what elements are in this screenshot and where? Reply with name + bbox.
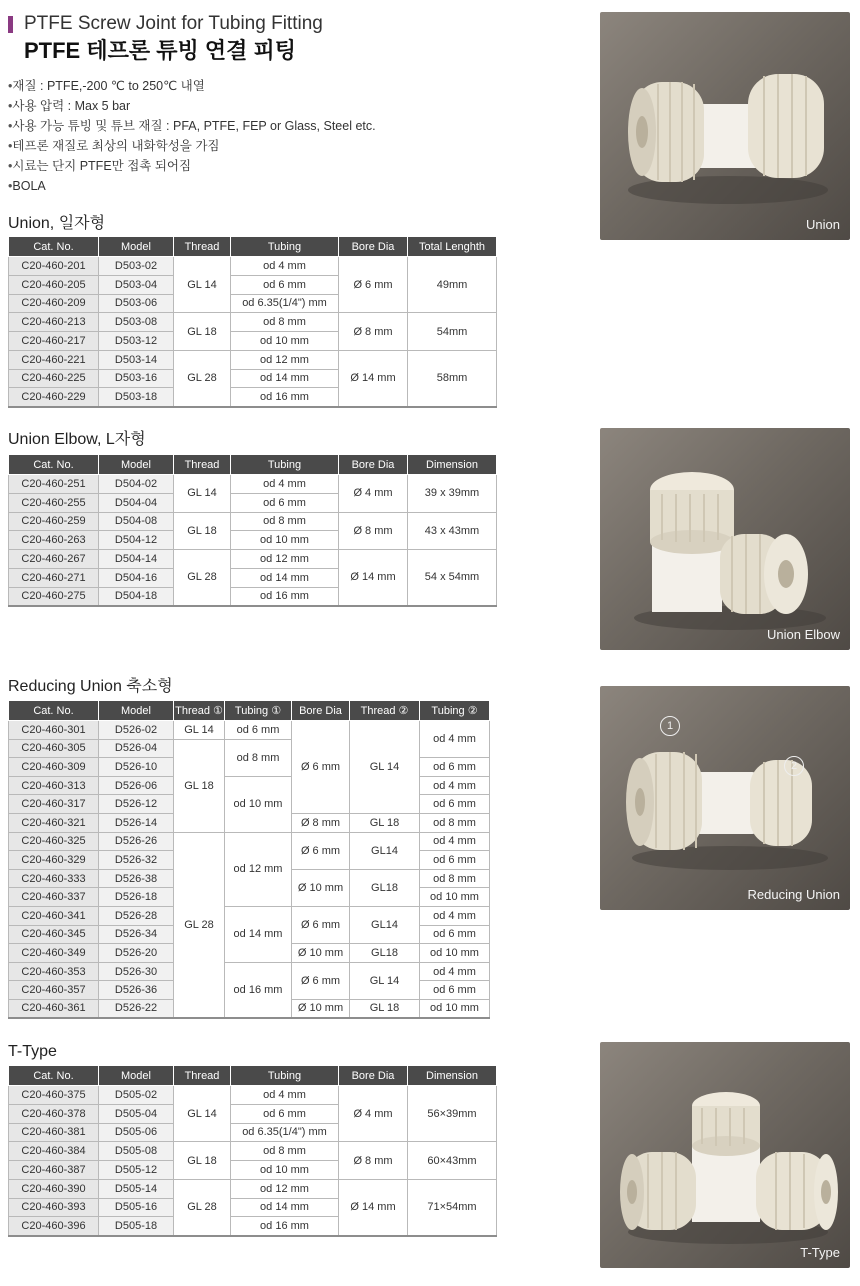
thread-2: GL14 xyxy=(350,906,420,943)
tubing-2: od 6 mm xyxy=(420,981,490,1000)
tubing: od 16 mm xyxy=(231,1217,339,1236)
model: D526-02 xyxy=(99,721,174,740)
bore-dia: Ø 10 mm xyxy=(292,944,350,963)
union-section-title: Union, 일자형 xyxy=(8,215,106,232)
tubing-2: od 4 mm xyxy=(420,962,490,981)
dimension: 60×43mm xyxy=(408,1142,497,1180)
cat-no: C20-460-349 xyxy=(9,944,99,963)
table-row xyxy=(9,512,497,531)
thread: GL 28 xyxy=(174,550,231,606)
model: D504-08 xyxy=(99,512,174,531)
cat-no: C20-460-345 xyxy=(9,925,99,944)
model: D504-12 xyxy=(99,531,174,550)
union-fitting-image xyxy=(600,12,850,240)
model: D505-12 xyxy=(99,1161,174,1180)
model: D526-12 xyxy=(99,795,174,814)
elbow-section-title: Union Elbow, L자형 xyxy=(8,431,146,448)
thread: GL 28 xyxy=(174,1179,231,1235)
bore-dia: Ø 8 mm xyxy=(292,813,350,832)
dimension: 54 x 54mm xyxy=(408,550,497,606)
union-elbow-image xyxy=(600,428,850,650)
cat-no: C20-460-381 xyxy=(9,1123,99,1142)
col-header: Bore Dia xyxy=(339,455,408,475)
tubing-1: od 14 mm xyxy=(225,906,292,962)
table-row xyxy=(9,1179,497,1198)
cat-no: C20-460-337 xyxy=(9,888,99,907)
col-header: Thread xyxy=(174,455,231,475)
model: D526-06 xyxy=(99,776,174,795)
thread: GL 18 xyxy=(174,1142,231,1180)
reducing-union-image xyxy=(600,686,850,910)
ttype-table xyxy=(8,1065,497,1237)
tubing: od 6 mm xyxy=(231,275,339,294)
table-row xyxy=(9,313,497,332)
thread-2: GL 14 xyxy=(350,962,420,999)
thread: GL 14 xyxy=(174,1086,231,1142)
col-header: Dimension xyxy=(408,1066,497,1086)
model: D526-14 xyxy=(99,813,174,832)
col-header: Tubing xyxy=(231,455,339,475)
bore-dia: Ø 8 mm xyxy=(339,512,408,550)
marker-1: 1 xyxy=(660,716,680,736)
col-header: Thread xyxy=(174,1066,231,1086)
dimension: 39 x 39mm xyxy=(408,475,497,513)
tubing-2: od 6 mm xyxy=(420,795,490,814)
page-title-en: PTFE Screw Joint for Tubing Fitting xyxy=(8,12,588,36)
tubing-1: od 6 mm xyxy=(225,721,292,740)
tubing: od 10 mm xyxy=(231,1161,339,1180)
t-type-image xyxy=(600,1042,850,1268)
tubing-2: od 10 mm xyxy=(420,888,490,907)
model: D504-18 xyxy=(99,587,174,606)
reducing-section-title: Reducing Union 축소형 xyxy=(8,678,173,695)
tubing: od 6.35(1/4") mm xyxy=(231,294,339,313)
model: D505-18 xyxy=(99,1217,174,1236)
model: D526-36 xyxy=(99,981,174,1000)
cat-no: C20-460-205 xyxy=(9,275,99,294)
thread-1: GL 28 xyxy=(174,832,225,1018)
cat-no: C20-460-325 xyxy=(9,832,99,851)
model: D504-14 xyxy=(99,550,174,569)
tubing: od 4 mm xyxy=(231,475,339,494)
cat-no: C20-460-263 xyxy=(9,531,99,550)
cat-no: C20-460-317 xyxy=(9,795,99,814)
model: D503-18 xyxy=(99,388,174,407)
thread: GL 14 xyxy=(174,475,231,513)
model: D526-20 xyxy=(99,944,174,963)
cat-no: C20-460-378 xyxy=(9,1104,99,1123)
tubing: od 10 mm xyxy=(231,332,339,351)
tubing-2: od 10 mm xyxy=(420,944,490,963)
tubing: od 6 mm xyxy=(231,493,339,512)
bore-dia: Ø 6 mm xyxy=(292,906,350,943)
bore-dia: Ø 6 mm xyxy=(292,962,350,999)
thread-1: GL 18 xyxy=(174,739,225,832)
model: D526-26 xyxy=(99,832,174,851)
col-header: Model xyxy=(99,1066,174,1086)
model: D503-08 xyxy=(99,313,174,332)
table-row xyxy=(9,550,497,569)
tubing: od 14 mm xyxy=(231,369,339,388)
bore-dia: Ø 14 mm xyxy=(339,550,408,606)
dimension: 71×54mm xyxy=(408,1179,497,1235)
col-header: Dimension xyxy=(408,455,497,475)
reducing-table xyxy=(8,700,490,1019)
model: D503-12 xyxy=(99,332,174,351)
bore-dia: Ø 8 mm xyxy=(339,313,408,351)
spec-item: • BOLA xyxy=(8,176,376,196)
col-header: Total Lenghth xyxy=(408,237,497,257)
page-title-ko: PTFE 테프론 튜빙 연결 피팅 xyxy=(24,38,296,63)
cat-no: C20-460-259 xyxy=(9,512,99,531)
cat-no: C20-460-390 xyxy=(9,1179,99,1198)
total-length: 54mm xyxy=(408,313,497,351)
cat-no: C20-460-353 xyxy=(9,962,99,981)
thread-2: GL18 xyxy=(350,944,420,963)
bore-dia: Ø 14 mm xyxy=(339,1179,408,1235)
tubing-2: od 6 mm xyxy=(420,925,490,944)
model: D526-10 xyxy=(99,758,174,777)
cat-no: C20-460-213 xyxy=(9,313,99,332)
spec-item: • 시료는 단지 PTFE만 접촉 되어짐 xyxy=(8,156,376,176)
spec-item: • 사용 가능 튜빙 및 튜브 재질 : PFA, PTFE, FEP or Glass, Steel etc. xyxy=(8,116,376,136)
ttype-photo xyxy=(600,1042,850,1268)
model: D526-34 xyxy=(99,925,174,944)
cat-no: C20-460-217 xyxy=(9,332,99,351)
model: D504-16 xyxy=(99,568,174,587)
cat-no: C20-460-396 xyxy=(9,1217,99,1236)
thread: GL 28 xyxy=(174,350,231,406)
tubing: od 6.35(1/4") mm xyxy=(231,1123,339,1142)
model: D503-06 xyxy=(99,294,174,313)
tubing: od 10 mm xyxy=(231,531,339,550)
model: D505-08 xyxy=(99,1142,174,1161)
cat-no: C20-460-387 xyxy=(9,1161,99,1180)
bore-dia: Ø 6 mm xyxy=(292,721,350,814)
bore-dia: Ø 14 mm xyxy=(339,350,408,406)
spec-list xyxy=(8,76,376,196)
model: D526-22 xyxy=(99,999,174,1018)
tubing-2: od 8 mm xyxy=(420,813,490,832)
thread-2: GL 18 xyxy=(350,813,420,832)
model: D505-14 xyxy=(99,1179,174,1198)
tubing-2: od 10 mm xyxy=(420,999,490,1018)
cat-no: C20-460-271 xyxy=(9,568,99,587)
table-row xyxy=(9,1086,497,1105)
col-header: Cat. No. xyxy=(9,455,99,475)
elbow-photo xyxy=(600,428,850,650)
tubing-2: od 8 mm xyxy=(420,869,490,888)
marker-2: 2 xyxy=(784,756,804,776)
col-header: Thread xyxy=(174,237,231,257)
tubing-2: od 6 mm xyxy=(420,758,490,777)
dimension: 56×39mm xyxy=(408,1086,497,1142)
tubing: od 14 mm xyxy=(231,1198,339,1217)
thread-2: GL 18 xyxy=(350,999,420,1018)
col-header: Bore Dia xyxy=(339,1066,408,1086)
tubing: od 12 mm xyxy=(231,350,339,369)
tubing-1: od 12 mm xyxy=(225,832,292,906)
col-header: Bore Dia xyxy=(292,701,350,721)
cat-no: C20-460-221 xyxy=(9,350,99,369)
table-row xyxy=(9,721,490,740)
col-header: Model xyxy=(99,237,174,257)
col-header: Tubing xyxy=(231,237,339,257)
cat-no: C20-460-361 xyxy=(9,999,99,1018)
col-header: Thread ① xyxy=(174,701,225,721)
bore-dia: Ø 8 mm xyxy=(339,1142,408,1180)
total-length: 49mm xyxy=(408,257,497,313)
bore-dia: Ø 4 mm xyxy=(339,1086,408,1142)
cat-no: C20-460-357 xyxy=(9,981,99,1000)
ttype-section-title: T-Type xyxy=(8,1043,57,1060)
cat-no: C20-460-209 xyxy=(9,294,99,313)
model: D526-04 xyxy=(99,739,174,758)
model: D503-04 xyxy=(99,275,174,294)
tubing: od 12 mm xyxy=(231,550,339,569)
tubing-2: od 4 mm xyxy=(420,906,490,925)
thread-2: GL14 xyxy=(350,832,420,869)
tubing-2: od 4 mm xyxy=(420,721,490,758)
union-photo xyxy=(600,12,850,240)
model: D526-32 xyxy=(99,851,174,870)
cat-no: C20-460-305 xyxy=(9,739,99,758)
cat-no: C20-460-255 xyxy=(9,493,99,512)
col-header: Bore Dia xyxy=(339,237,408,257)
tubing: od 4 mm xyxy=(231,1086,339,1105)
tubing: od 8 mm xyxy=(231,512,339,531)
bore-dia: Ø 10 mm xyxy=(292,999,350,1018)
spec-item: • 테프론 재질로 최상의 내화학성을 가짐 xyxy=(8,136,376,156)
table-row xyxy=(9,350,497,369)
spec-item: • 사용 압력 : Max 5 bar xyxy=(8,96,376,116)
model: D526-28 xyxy=(99,906,174,925)
model: D505-02 xyxy=(99,1086,174,1105)
cat-no: C20-460-251 xyxy=(9,475,99,494)
model: D504-04 xyxy=(99,493,174,512)
union-table xyxy=(8,236,497,408)
table-row xyxy=(9,475,497,494)
col-header: Tubing ② xyxy=(420,701,490,721)
dimension: 43 x 43mm xyxy=(408,512,497,550)
model: D505-16 xyxy=(99,1198,174,1217)
thread: GL 18 xyxy=(174,313,231,351)
thread: GL 14 xyxy=(174,257,231,313)
bore-dia: Ø 6 mm xyxy=(292,832,350,869)
tubing-1: od 8 mm xyxy=(225,739,292,776)
tubing: od 12 mm xyxy=(231,1179,339,1198)
page-header xyxy=(8,12,588,66)
model: D526-38 xyxy=(99,869,174,888)
tubing: od 6 mm xyxy=(231,1104,339,1123)
tubing-1: od 16 mm xyxy=(225,962,292,1018)
reducing-photo xyxy=(600,686,850,910)
col-header: Thread ② xyxy=(350,701,420,721)
col-header: Cat. No. xyxy=(9,1066,99,1086)
tubing-2: od 4 mm xyxy=(420,776,490,795)
spec-item: • 재질 : PTFE,-200 ℃ to 250℃ 내열 xyxy=(8,76,376,96)
col-header: Cat. No. xyxy=(9,237,99,257)
col-header: Cat. No. xyxy=(9,701,99,721)
tubing: od 14 mm xyxy=(231,568,339,587)
model: D504-02 xyxy=(99,475,174,494)
model: D503-14 xyxy=(99,350,174,369)
col-header: Tubing ① xyxy=(225,701,292,721)
cat-no: C20-460-321 xyxy=(9,813,99,832)
table-row xyxy=(9,906,490,925)
thread-1: GL 14 xyxy=(174,721,225,740)
cat-no: C20-460-225 xyxy=(9,369,99,388)
col-header: Model xyxy=(99,701,174,721)
tubing: od 16 mm xyxy=(231,388,339,407)
total-length: 58mm xyxy=(408,350,497,406)
model: D503-02 xyxy=(99,257,174,276)
tubing: od 4 mm xyxy=(231,257,339,276)
cat-no: C20-460-384 xyxy=(9,1142,99,1161)
model: D526-30 xyxy=(99,962,174,981)
photo-caption: Union Elbow xyxy=(767,627,840,642)
cat-no: C20-460-201 xyxy=(9,257,99,276)
table-row xyxy=(9,962,490,981)
cat-no: C20-460-301 xyxy=(9,721,99,740)
tubing: od 16 mm xyxy=(231,587,339,606)
cat-no: C20-460-375 xyxy=(9,1086,99,1105)
tubing: od 8 mm xyxy=(231,1142,339,1161)
cat-no: C20-460-393 xyxy=(9,1198,99,1217)
cat-no: C20-460-309 xyxy=(9,758,99,777)
photo-caption: Union xyxy=(806,217,840,232)
table-row xyxy=(9,1142,497,1161)
model: D526-18 xyxy=(99,888,174,907)
thread: GL 18 xyxy=(174,512,231,550)
cat-no: C20-460-313 xyxy=(9,776,99,795)
cat-no: C20-460-341 xyxy=(9,906,99,925)
cat-no: C20-460-333 xyxy=(9,869,99,888)
cat-no: C20-460-267 xyxy=(9,550,99,569)
thread-2: GL18 xyxy=(350,869,420,906)
bore-dia: Ø 6 mm xyxy=(339,257,408,313)
tubing-2: od 4 mm xyxy=(420,832,490,851)
col-header: Tubing xyxy=(231,1066,339,1086)
cat-no: C20-460-275 xyxy=(9,587,99,606)
bore-dia: Ø 10 mm xyxy=(292,869,350,906)
tubing-2: od 6 mm xyxy=(420,851,490,870)
col-header: Model xyxy=(99,455,174,475)
table-row xyxy=(9,832,490,851)
cat-no: C20-460-229 xyxy=(9,388,99,407)
table-row xyxy=(9,257,497,276)
cat-no: C20-460-329 xyxy=(9,851,99,870)
elbow-table xyxy=(8,454,497,607)
model: D505-06 xyxy=(99,1123,174,1142)
tubing-1: od 10 mm xyxy=(225,776,292,832)
bore-dia: Ø 4 mm xyxy=(339,475,408,513)
thread-2: GL 14 xyxy=(350,721,420,814)
model: D503-16 xyxy=(99,369,174,388)
photo-caption: Reducing Union xyxy=(747,887,840,902)
photo-caption: T-Type xyxy=(800,1245,840,1260)
tubing: od 8 mm xyxy=(231,313,339,332)
model: D505-04 xyxy=(99,1104,174,1123)
